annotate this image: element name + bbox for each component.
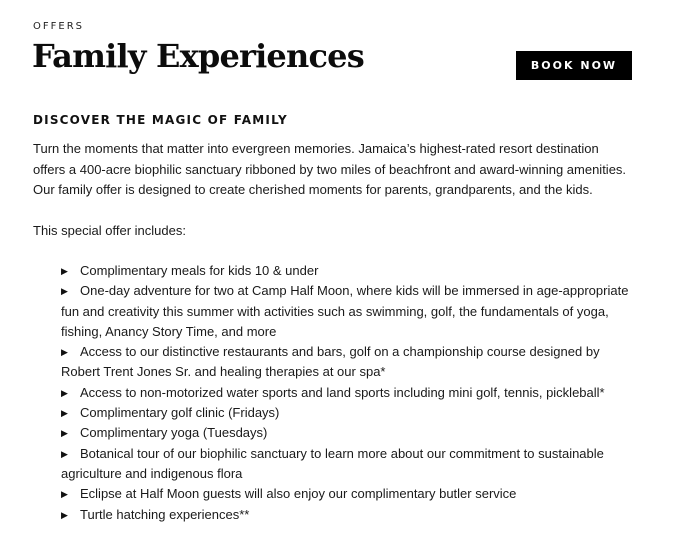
list-item-text: Complimentary yoga (Tuesdays)	[80, 425, 268, 441]
triangle-right-icon: ▶	[61, 489, 68, 500]
list-item-text: Access to non-motorized water sports and land sports including mini golf, tennis, pickleball*	[80, 384, 605, 400]
triangle-right-icon: ▶	[61, 408, 68, 419]
list-item	[61, 403, 633, 423]
offer-list	[33, 261, 633, 525]
list-item-text: Complimentary meals for kids 10 & under	[80, 263, 319, 278]
list-item	[61, 383, 633, 403]
triangle-right-icon: ▶	[61, 428, 68, 439]
list-item	[61, 281, 633, 342]
list-item-text: Botanical tour of our biophilic sanctuary to learn more about our commitment to sustainable agriculture and indigenous flora	[61, 445, 604, 481]
eyebrow-label: OFFERS	[33, 21, 84, 32]
list-item-text: Complimentary golf clinic (Fridays)	[80, 405, 280, 421]
includes-label: This special offer includes:	[33, 222, 186, 238]
triangle-right-icon: ▶	[61, 347, 68, 358]
list-item	[61, 484, 633, 504]
list-item	[61, 342, 633, 383]
offer-content	[33, 111, 633, 525]
triangle-right-icon: ▶	[61, 509, 68, 520]
triangle-right-icon: ▶	[61, 387, 68, 398]
book-now-button[interactable]: BOOK NOW	[516, 51, 632, 80]
intro-paragraph: Turn the moments that matter into evergreen memories. Jamaica’s highest-rated resort destination offers a 400-acre biophilic sanctuary ribboned by two miles of beachfront and award-winning amenities. Our family offer is designed to create cherished moments for parents, grandparents, and the kids.	[33, 141, 627, 197]
list-item	[61, 423, 633, 443]
triangle-right-icon: ▶	[61, 286, 68, 297]
list-item-text: One-day adventure for two at Camp Half Moon, where kids will be immersed in age-appropriate fun and creativity this summer with activities such as swimming, golf, the fundamentals of yoga, fishing, Anancy Story Time, and more	[61, 283, 629, 339]
triangle-right-icon: ▶	[61, 448, 68, 459]
list-item-text: Eclipse at Half Moon guests will also enjoy our complimentary butler service	[80, 486, 517, 502]
page-title: Family Experiences	[32, 37, 364, 75]
list-item-text: Turtle hatching experiences**	[80, 506, 250, 522]
list-item-text: Access to our distinctive restaurants and bars, golf on a championship course designed by Robert Trent Jones Sr. and healing therapies at our spa*	[61, 344, 600, 380]
list-item	[61, 261, 633, 281]
list-item	[61, 444, 633, 485]
triangle-right-icon: ▶	[61, 266, 68, 276]
list-item	[61, 505, 633, 525]
section-heading: DISCOVER THE MAGIC OF FAMILY	[33, 113, 288, 127]
